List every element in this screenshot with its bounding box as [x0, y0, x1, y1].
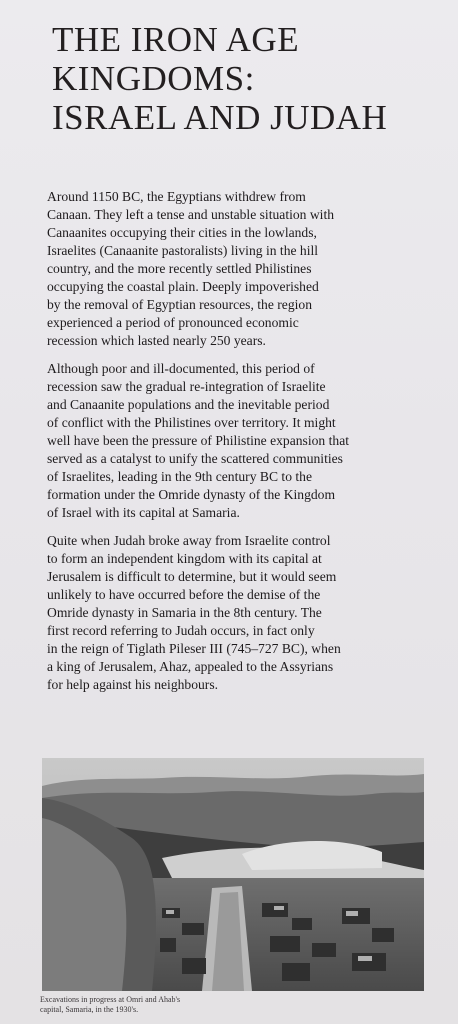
text-line: of conflict with the Philistines over territory. It might: [47, 415, 336, 430]
text-line: a king of Jerusalem, Ahaz, appealed to the Assyrians: [47, 659, 334, 674]
text-line: by the removal of Egyptian resources, the region: [47, 297, 312, 312]
paragraph-3: [47, 532, 432, 694]
text-line: Canaanites occupying their cities in the lowlands,: [47, 225, 317, 240]
text-line: first record referring to Judah occurs, in fact only: [47, 623, 315, 638]
text-line: of Israel with its capital at Samaria.: [47, 505, 240, 520]
text-line: country, and the more recently settled Philistines: [47, 261, 312, 276]
text-line: Although poor and ill-documented, this period of: [47, 361, 315, 376]
caption-line: Excavations in progress at Omri and Ahab's: [40, 995, 181, 1004]
text-line: formation under the Omride dynasty of the Kingdom: [47, 487, 336, 502]
title-line: KINGDOMS:: [52, 59, 255, 98]
text-line: Omride dynasty in Samaria in the 8th century. The: [47, 605, 322, 620]
text-line: Jerusalem is difficult to determine, but it would seem: [47, 569, 337, 584]
excavation-photo: [42, 758, 424, 991]
text-line: to form an independent kingdom with its capital at: [47, 551, 322, 566]
body-text: [47, 188, 432, 704]
panel-title: [52, 20, 432, 137]
title-line: ISRAEL AND JUDAH: [52, 98, 388, 137]
text-line: well have been the pressure of Philistine expansion that: [47, 433, 350, 448]
text-line: occupying the coastal plain. Deeply impoverished: [47, 279, 319, 294]
text-line: unlikely to have occurred before the demise of the: [47, 587, 321, 602]
photo-caption: [40, 995, 340, 1015]
paragraph-2: [47, 360, 432, 522]
text-line: recession saw the gradual re-integration of Israelite: [47, 379, 326, 394]
text-line: recession which lasted nearly 250 years.: [47, 333, 266, 348]
text-line: Quite when Judah broke away from Israelite control: [47, 533, 331, 548]
text-line: Around 1150 BC, the Egyptians withdrew from: [47, 189, 306, 204]
text-line: Canaan. They left a tense and unstable situation with: [47, 207, 335, 222]
text-line: for help against his neighbours.: [47, 677, 219, 692]
text-line: of Israelites, leading in the 9th century BC to the: [47, 469, 313, 484]
title-line: THE IRON AGE: [52, 20, 300, 59]
text-line: and Canaanite populations and the inevitable period: [47, 397, 330, 412]
text-line: in the reign of Tiglath Pileser III (745–727 BC), when: [47, 641, 341, 656]
caption-line: capital, Samaria, in the 1930's.: [40, 1005, 139, 1014]
text-line: served as a catalyst to unify the scattered communities: [47, 451, 343, 466]
text-line: experienced a period of pronounced economic: [47, 315, 299, 330]
paragraph-1: [47, 188, 432, 350]
text-line: Israelites (Canaanite pastoralists) living in the hill: [47, 243, 319, 258]
